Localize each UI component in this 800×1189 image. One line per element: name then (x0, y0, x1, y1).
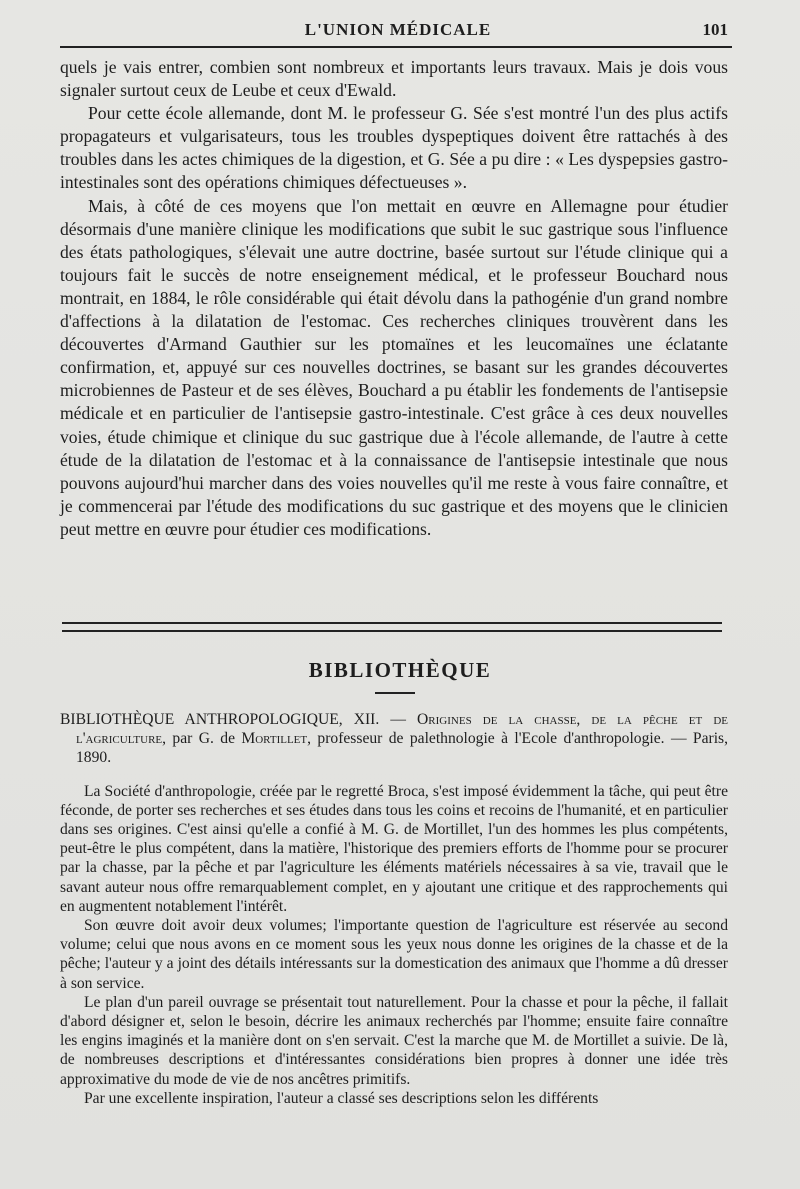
section-title: BIBLIOTHÈQUE (308, 658, 492, 682)
article-paragraph: Pour cette école allemande, dont M. le professeur G. Sée s'est montré l'un des plus actifs propagateurs et vulgarisateurs, tous les troubles dyspeptiques doivent être rattachés à des troubles dans les actes chimiques de la digestion, et G. Sée a pu dire : « Les dyspepsies gastro-intestinales sont des opérations chimiques défectueuses ». (60, 103, 728, 193)
review-paragraph: Le plan d'un pareil ouvrage se présentait tout naturellement. Pour la chasse et pour la pêche, il fallait d'abord désigner et, selon le besoin, décrire les animaux recherchés par l'homme; ensuite faire connaître les engins imaginés et la manière dont on s'en servait. C'est la marche que M. de Mortillet a suivie. De là, de nombreuses descriptions et d'intéressantes considérations bien propres à donner une idée très approximative du mode de vie de nos ancêtres primitifs. (60, 993, 728, 1088)
article-paragraph: quels je vais entrer, combien sont nombreux et importants leurs travaux. Mais je dois vous signaler surtout ceux de Leube et ceux d'Ewald. (60, 57, 728, 101)
review-paragraph: Par une excellente inspiration, l'auteur a classé ses descriptions selon les différents (84, 1089, 599, 1107)
review-series-title: BIBLIOTHÈQUE ANTHROPOLOGIQUE, XII. — (60, 711, 418, 728)
article-body (60, 56, 728, 541)
review-work-title: Origines de la chasse, de la pêche et de l'agriculture (76, 711, 728, 748)
section-divider (62, 622, 722, 632)
review-paragraph: La Société d'anthropologie, créée par le regretté Broca, s'est imposé évidemment la tâche, qui peut être féconde, de porter ses recherches et ses études dans tous les coins et recoins de l'humanité, et en particulier dans ses origines. C'est ainsi qu'elle a confié à M. G. de Mortillet, l'un des hommes les plus compétents, peut-être le plus compétent, dans la matière, l'historique des premiers efforts de l'homme pour se procurer par la chasse, par la pêche et par l'agriculture les éléments matériels nécessaires à sa vie, travail que le savant auteur nous offre remarquablement complet, en y ajoutant une critique et des rapprochements qui en augmentent notablement l'intérêt. (60, 782, 728, 915)
review-author-details: , professeur de palethnologie à l'Ecole d'anthropologie. — Paris, 1890. (76, 730, 729, 767)
review-paragraph: Son œuvre doit avoir deux volumes; l'importante question de l'agriculture est réservée au second volume; celui que nous avons en ce moment sous les yeux nous donne les origines de la chasse et de la pêche; l'auteur y a joint des détails intéressants sur la domestication des animaux que l'homme a dû dresser à son service. (60, 917, 728, 992)
running-title: L'UNION MÉDICALE (304, 20, 492, 39)
review-author: Mortillet (241, 730, 308, 748)
review-by: , par G. de (162, 730, 242, 748)
page-header (60, 18, 736, 46)
review-heading (60, 710, 728, 768)
header-rule (60, 46, 732, 48)
book-review (60, 710, 728, 1108)
article-paragraph: Mais, à côté de ces moyens que l'on mettait en œuvre en Allemagne pour étudier désormais d'une manière clinique les modifications que subit le suc gastrique sous l'influence des états pathologiques, s'élevait une autre doctrine, basée surtout sur l'étude clinique qui a toujours fait le succès de notre enseignement médical, et le professeur Bouchard nous montrait, en 1884, le rôle considérable qui était dévolu dans la pathogénie d'un grand nombre d'affections à la dilatation de l'estomac. Ces recherches cliniques trouvèrent dans les découvertes d'Armand Gauthier sur les ptomaïnes et les leucomaïnes une éclatante confirmation, et, appuyé sur ces nouvelles doctrines, se basant sur les grandes découvertes microbiennes de Pasteur et de ses élèves, Bouchard a pu établir les fondements de l'antisepsie médicale et en particulier de l'antisepsie gastro-intestinale. C'est grâce à ces deux nouvelles voies, étude chimique et clinique du suc gastrique due à l'école allemande, de l'autre à cette étude de la dilatation de l'estomac et à la connaissance de l'antisepsie intestinale que nous pouvons aujourd'hui marcher dans des voies nouvelles qu'il me reste à vous faire connaître, et je commencerai par l'étude des modifications du suc gastrique et des moyens que le clinicien peut mettre en œuvre pour étudier ces modifications. (60, 195, 728, 539)
section-title-rule (375, 692, 415, 694)
page-number: 101 (702, 20, 728, 39)
